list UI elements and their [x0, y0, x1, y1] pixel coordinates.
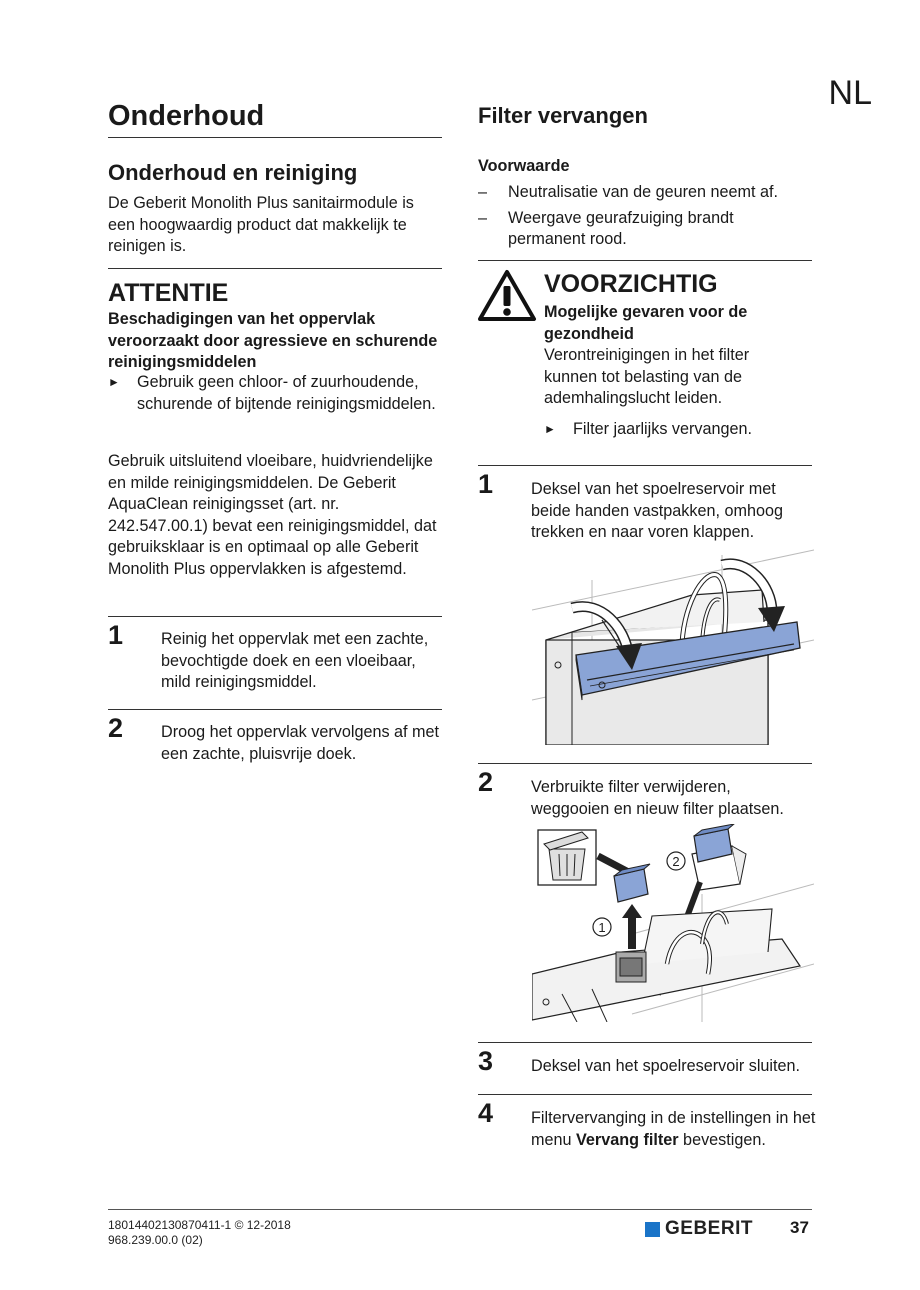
- bullet-marker: ►: [544, 422, 556, 436]
- page-number: 37: [790, 1218, 809, 1237]
- step-rule: [478, 1042, 812, 1043]
- doc-number: 968.239.00.0 (02): [108, 1233, 203, 1247]
- list-item-text: Weergave geurafzuiging brandt permanent rood.: [508, 208, 734, 248]
- step-text: Droog het oppervlak vervolgens af met een zachte, pluisvrije doek.: [161, 723, 440, 763]
- step-rule: [108, 709, 442, 710]
- step-text: Verbruikte filter verwijderen, weggooien en nieuw filter plaatsen.: [531, 778, 784, 818]
- lid-open-illustration: [532, 540, 814, 750]
- list-item-text: Neutralisatie van de geuren neemt af.: [508, 183, 778, 201]
- step-number: 4: [478, 1098, 494, 1128]
- warning-icon: [477, 268, 537, 327]
- attention-bullet: [108, 372, 442, 415]
- title-rule: [108, 137, 442, 138]
- step-text: Deksel van het spoelreservoir sluiten.: [531, 1057, 801, 1075]
- caution-heading: VOORZICHTIG: [544, 270, 718, 298]
- section-title: Onderhoud en reiniging: [108, 160, 358, 185]
- step-text: [531, 1108, 816, 1151]
- cleaning-paragraph: Gebruik uitsluitend vloeibare, huidvriendelijke en milde reinigingsmiddelen. De Geberit AquaClean reinigingsset (art. nr. 242.547.00.1) bevat een reinigingsmiddel, dat gebruiksklaar is en optimaal op alle Geberit Monolith Plus oppervlakken is afgestemd.: [108, 452, 437, 578]
- language-tag: NL: [828, 74, 872, 112]
- step-number: 2: [478, 767, 494, 797]
- step-rule: [108, 616, 442, 617]
- step-text: Reinig het oppervlak met een zachte, bevochtigde doek en een vloeibaar, mild reinigingsmiddel.: [161, 630, 429, 691]
- list-item: [478, 208, 812, 251]
- callout-label: 1: [598, 920, 606, 935]
- page-title: Onderhoud: [108, 100, 265, 132]
- step-rule: [478, 465, 812, 466]
- dash-marker: –: [478, 208, 488, 227]
- step-number: 1: [478, 469, 494, 499]
- attention-subheading: Beschadigingen van het oppervlak veroorzaakt door agressieve en schurende reinigingsmiddelen: [108, 310, 438, 371]
- footer-doc-info: [108, 1218, 291, 1248]
- caution-text: Verontreinigingen in het filter kunnen tot belasting van de ademhalingslucht leiden.: [544, 346, 750, 407]
- step-number: 1: [108, 620, 124, 650]
- step-rule: [478, 763, 812, 764]
- logo-square-icon: [645, 1222, 660, 1237]
- prerequisite-list: [478, 182, 812, 251]
- callout-label: 2: [672, 854, 680, 869]
- attention-heading: ATTENTIE: [108, 279, 229, 307]
- bullet-marker: ►: [108, 375, 120, 389]
- caution-bullet-text: Filter jaarlijks vervangen.: [573, 420, 753, 438]
- attention-rule: [108, 268, 442, 269]
- step-text-part: bevestigen.: [678, 1130, 766, 1149]
- footer-rule: [108, 1209, 812, 1210]
- intro-text: De Geberit Monolith Plus sanitairmodule is een hoogwaardig product dat makkelijk te reinigen is.: [108, 194, 414, 255]
- doc-id: 18014402130870411-1 © 12-2018: [108, 1218, 291, 1232]
- caution-rule: [478, 260, 812, 261]
- attention-bullet-text: Gebruik geen chloor- of zuurhoudende, schurende of bijtende reinigingsmiddelen.: [137, 373, 436, 413]
- filter-replace-illustration: [532, 824, 814, 1027]
- caution-subheading: Mogelijke gevaren voor de gezondheid: [544, 303, 748, 343]
- step-number: 2: [108, 713, 124, 743]
- menu-item-name: Vervang filter: [576, 1130, 679, 1149]
- list-item: [478, 182, 812, 204]
- dash-marker: –: [478, 183, 488, 201]
- step-text-part: Filtervervanging in de instellingen in het menu: [531, 1109, 816, 1149]
- brand-logo: [645, 1218, 753, 1240]
- brand-name: GEBERIT: [665, 1218, 753, 1239]
- caution-bullet: [544, 419, 752, 441]
- step-number: 3: [478, 1046, 494, 1076]
- prerequisite-label: Voorwaarde: [478, 157, 570, 175]
- section-title-filter: Filter vervangen: [478, 103, 648, 128]
- step-rule: [478, 1094, 812, 1095]
- step-text: Deksel van het spoelreservoir met beide handen vastpakken, omhoog trekken en naar voren klappen.: [531, 480, 783, 541]
